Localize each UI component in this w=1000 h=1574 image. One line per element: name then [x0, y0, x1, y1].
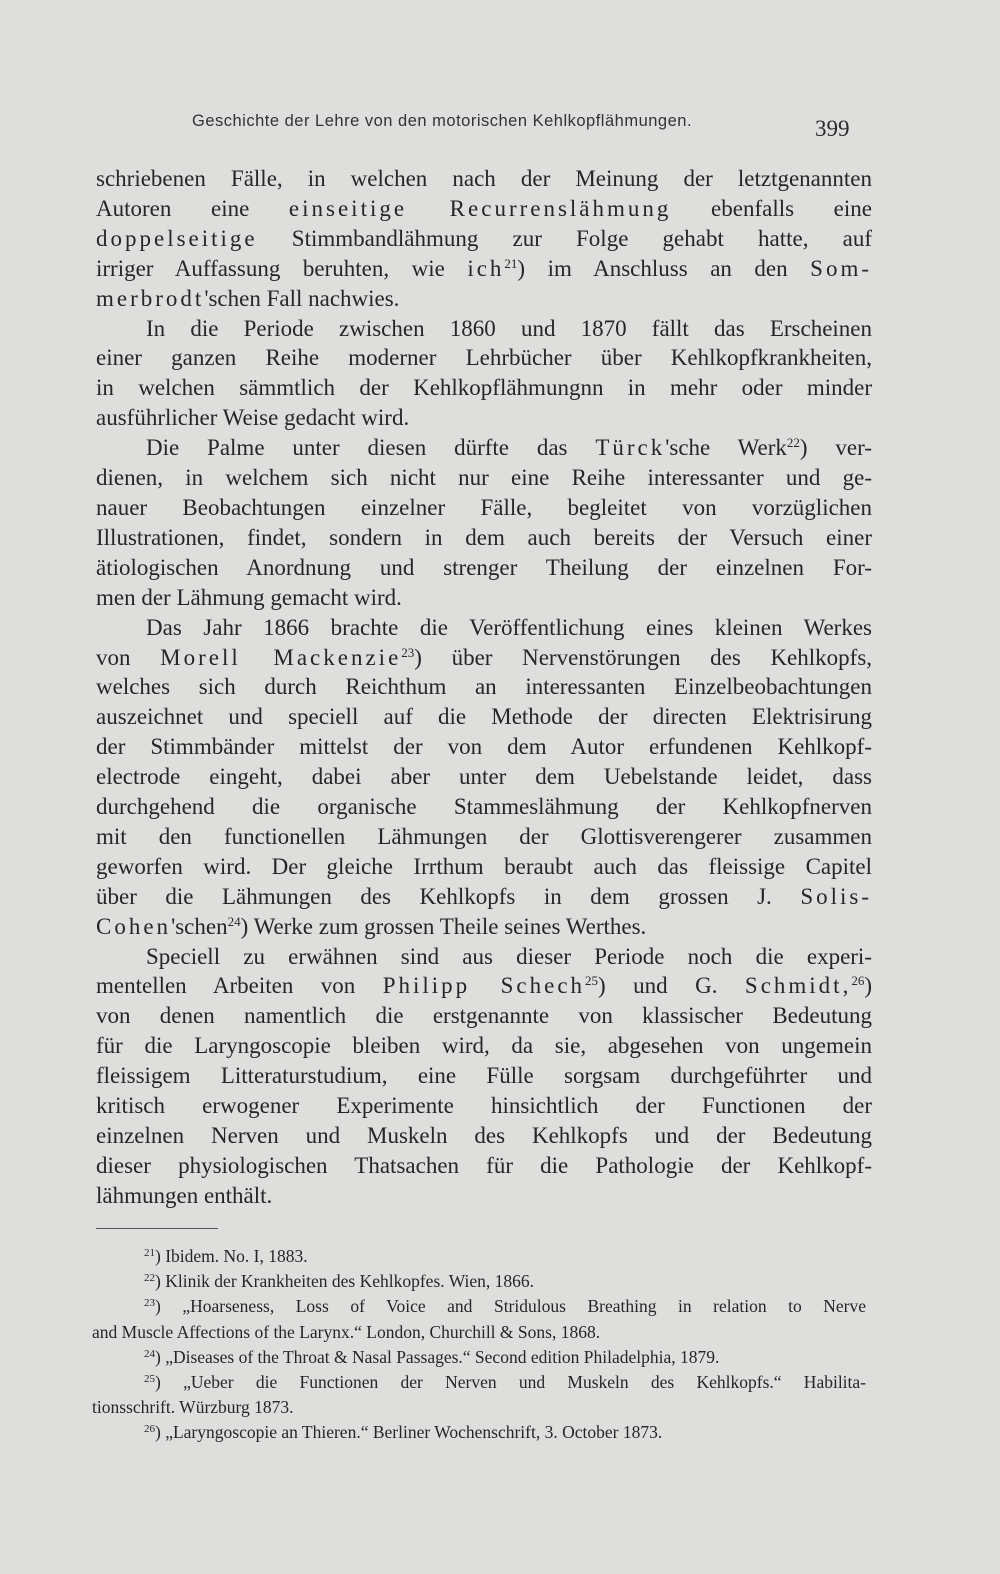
text-line: mentellen Arbeiten von Philipp Schech$^{25}$) und G. Schmidt,$^{26}$) — [96, 973, 872, 999]
footnote-26: $^{26}$) „Laryngoscopie an Thieren.“ Berliner Wochenschrift, 3. October 1873. — [144, 1422, 663, 1443]
footnote-22: $^{22}$) Klinik der Krankheiten des Kehlkopfes. Wien, 1866. — [144, 1271, 535, 1292]
text-line: dieser physiologischen Thatsachen für die Pathologie der Kehlkopf- — [96, 1152, 872, 1178]
footnote-25-cont: tionsschrift. Würzburg 1873. — [92, 1397, 294, 1418]
text-line: doppelseitige Stimmbandlähmung zur Folge gehabt hatte, auf — [96, 225, 872, 251]
text-line: durchgehend die organische Stammeslähmung der Kehlkopfnerven — [96, 794, 872, 820]
footnote-number: 22 — [144, 1272, 155, 1285]
footnote-number: 23 — [144, 1297, 155, 1310]
text-line: über die Lähmungen des Kehlkopfs in dem grossen J. Solis- — [96, 883, 872, 909]
author-name: Morell Mackenzie — [160, 644, 402, 670]
text-line: men der Lähmung gemacht wird. — [96, 584, 402, 610]
paragraph-start: Speciell zu erwähnen sind aus dieser Periode noch die experi- — [146, 943, 872, 969]
footnote-divider — [96, 1228, 218, 1229]
footnote-21: $^{21}$) Ibidem. No. I, 1883. — [144, 1246, 308, 1266]
author-name: merbrodt — [96, 285, 205, 311]
text-line: Illustrationen, findet, sondern in dem auch bereits der Versuch einer — [96, 524, 872, 550]
footnote-number: 24 — [144, 1347, 155, 1360]
author-name: Som- — [810, 255, 872, 281]
text-line: schriebenen Fälle, in welchen nach der Meinung der letztgenannten — [96, 166, 872, 191]
footnote-23-cont: and Muscle Affections of the Larynx.“ London, Churchill & Sons, 1868. — [92, 1321, 601, 1342]
text-line: einzelnen Nerven und Muskeln des Kehlkopfs und der Bedeutung — [96, 1123, 872, 1148]
paragraph-start: Die Palme unter diesen dürfte das Türck'sche Werk$^{22}$) ver- — [146, 435, 872, 461]
text-line: electrode eingeht, dabei aber unter dem Uebelstande leidet, dass — [96, 764, 872, 790]
text-line: irriger Auffassung beruhten, wie ich$^{21}$) im Anschluss an den Som- — [96, 255, 872, 281]
text-line: lähmungen enthält. — [96, 1182, 273, 1208]
text-line: von Morell Mackenzie$^{23}$) über Nervenstörungen des Kehlkopfs, — [96, 644, 873, 670]
footnote-ref: 24 — [227, 913, 241, 929]
footnotes — [92, 1244, 866, 1446]
footnote-number: 26 — [144, 1423, 155, 1436]
text-line: merbrodt'schen Fall nachwies. — [96, 285, 400, 311]
text-line: welches sich durch Reichthum an interessanten Einzelbeobachtungen — [96, 674, 872, 700]
text-line: auszeichnet und speciell auf die Methode der directen Elektrisirung — [96, 704, 872, 730]
text-line: geworfen wird. Der gleiche Irrthum beraubt auch das fleissige Capitel — [96, 853, 872, 879]
footnote-ref: 22 — [786, 435, 800, 451]
footnote-24: $^{24}$) „Diseases of the Throat & Nasal Passages.“ Second edition Philadelphia, 1879. — [144, 1346, 720, 1367]
spaced-emphasis: einseitige Recurrenslähmung — [288, 195, 672, 221]
body-text — [96, 164, 872, 1211]
footnote-25: $^{25}$) „Ueber die Functionen der Nerven und Muskeln des Kehlkopfs.“ Habilita- — [144, 1372, 866, 1393]
text-line: kritisch erwogener Experimente hinsichtlich der Functionen der — [96, 1093, 872, 1119]
footnote-ref: 23 — [401, 644, 415, 660]
page-number: 399 — [815, 116, 850, 141]
paragraph-start: Das Jahr 1866 brachte die Veröffentlichung eines kleinen Werkes — [146, 614, 872, 640]
text-line: von denen namentlich die erstgenannte von klassischer Bedeutung — [96, 1003, 872, 1029]
text-line: für die Laryngoscopie bleiben wird, da sie, abgesehen von ungemein — [96, 1033, 872, 1059]
text-line: ausführlicher Weise gedacht wird. — [96, 405, 410, 431]
footnote-23: $^{23}$) „Hoarseness, Loss of Voice and Stridulous Breathing in relation to Nerve — [144, 1296, 866, 1317]
author-name: Cohen — [96, 913, 172, 939]
text-line: dienen, in welchem sich nicht nur eine Reihe interessanter und ge- — [96, 465, 872, 491]
author-name: Solis- — [800, 883, 872, 909]
footnote-ref: 25 — [585, 973, 599, 989]
footnote-ref: 21 — [504, 255, 518, 271]
footnote-number: 21 — [144, 1247, 155, 1259]
running-head: Geschichte der Lehre von den motorischen Kehlkopflähmungen. — [192, 112, 693, 130]
author-name: Schmidt, — [744, 973, 852, 999]
text-line: ätiologischen Anordnung und strenger Theilung der einzelnen For- — [96, 554, 872, 580]
author-name: Türck — [595, 435, 666, 461]
footnote-ref: 26 — [851, 973, 865, 989]
text-line: Cohen'schen$^{24}$) Werke zum grossen Theile seines Werthes. — [96, 913, 647, 939]
spaced-emphasis: doppelseitige — [96, 225, 258, 251]
text-line: nauer Beobachtungen einzelner Fälle, begleitet von vorzüglichen — [96, 494, 872, 520]
author-name: ich — [467, 255, 505, 281]
text-line: Autoren eine einseitige Recurrenslähmung ebenfalls eine — [96, 195, 872, 221]
footnote-number: 25 — [144, 1373, 155, 1386]
text-line: einer ganzen Reihe moderner Lehrbücher über Kehlkopfkrankheiten, — [96, 345, 872, 371]
text-line: mit den functionellen Lähmungen der Glottisverengerer zusammen — [96, 823, 872, 849]
text-line: in welchen sämmtlich der Kehlkopflähmungnn in mehr oder minder — [96, 375, 872, 401]
text-line: der Stimmbänder mittelst der von dem Autor erfundenen Kehlkopf- — [96, 734, 872, 760]
text-line: fleissigem Litteraturstudium, eine Fülle sorgsam durchgeführter und — [96, 1063, 872, 1089]
paragraph-start: In die Periode zwischen 1860 und 1870 fällt das Erscheinen — [146, 315, 872, 341]
author-name: Philipp Schech — [382, 973, 586, 999]
